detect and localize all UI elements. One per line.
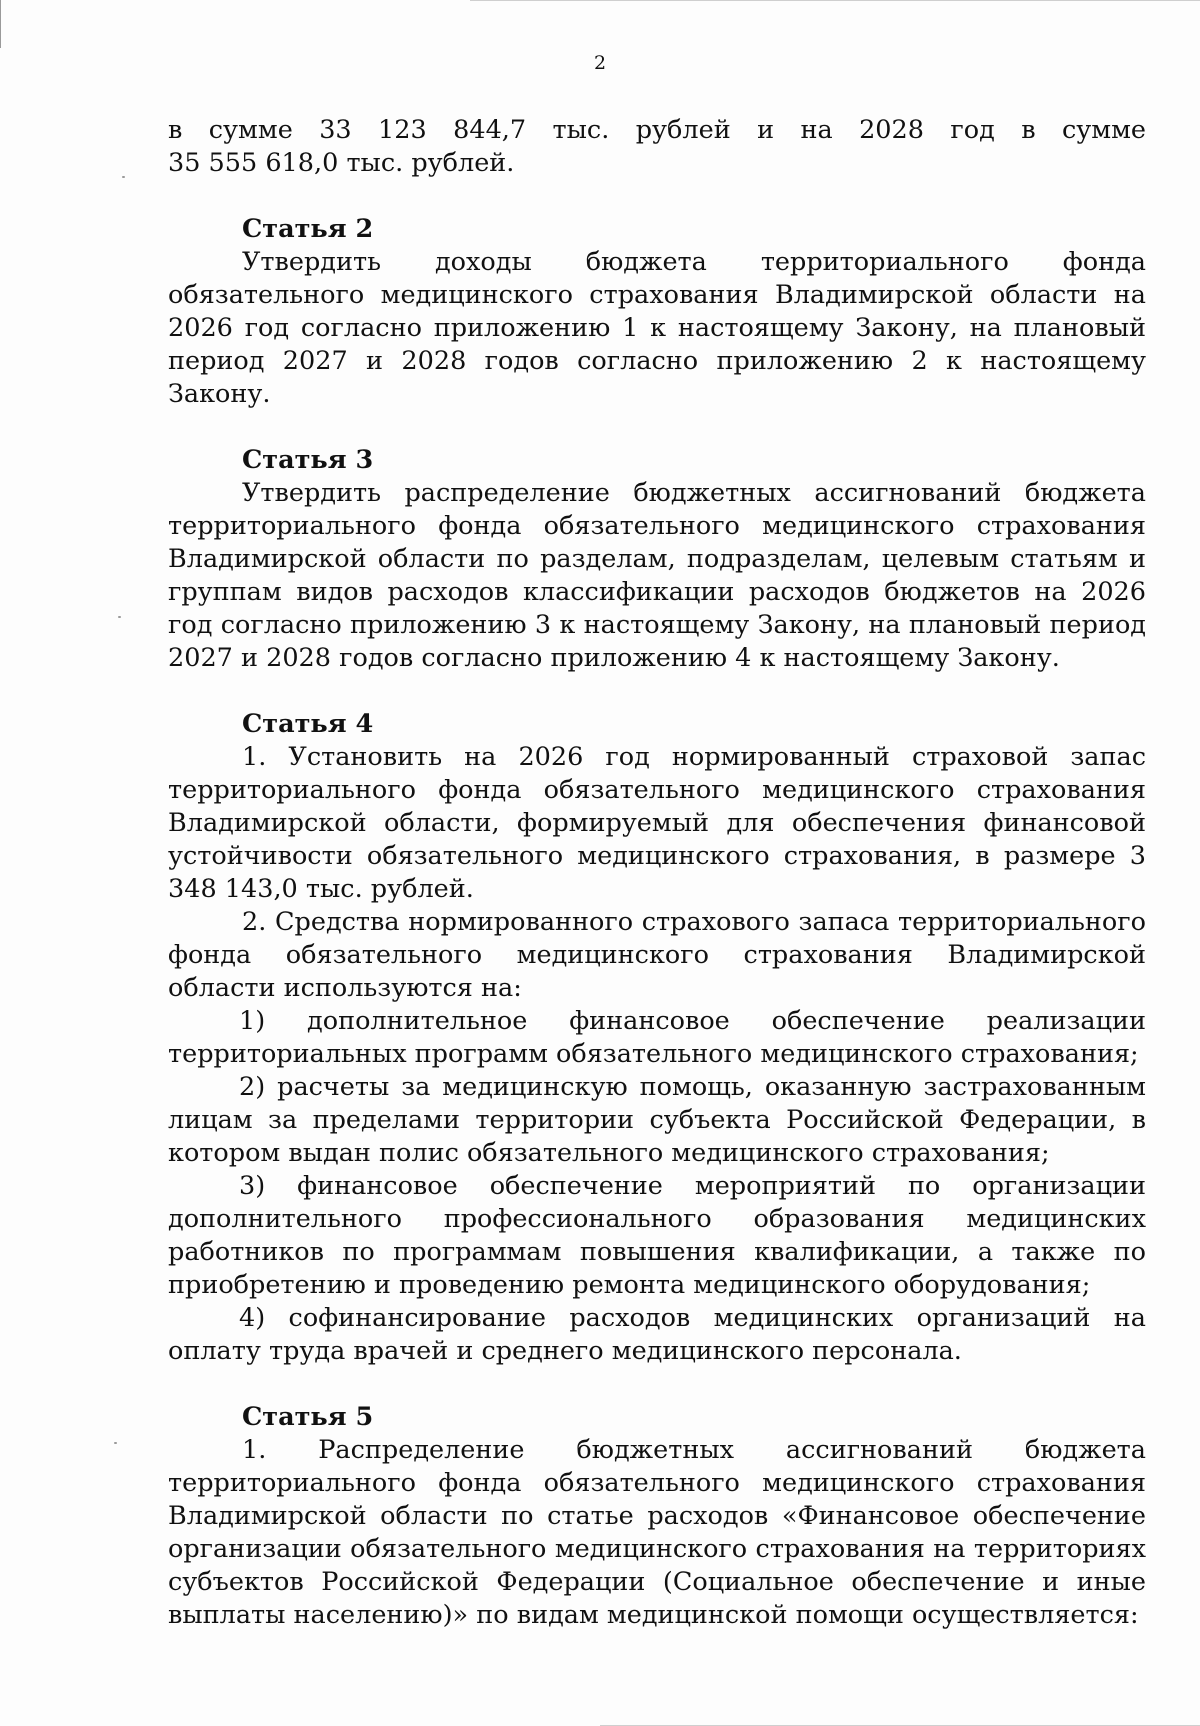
article-4-heading: Статья 4 [242,709,374,739]
article-2-heading: Статья 2 [242,214,374,244]
article-4-paragraph-2: 2. Средства нормированного страхового запаса территориального фонда обязательного медицинского страхования Владимирской области используются на: [168,907,1146,1003]
article-4-item-3: 3) финансовое обеспечение мероприятий по организации дополнительного профессионального образования медицинских работников по программам повышения квалификации, а также по приобретению и проведению ремонта медицинского оборудования; [168,1171,1146,1300]
article-3-text: Утвердить распределение бюджетных ассигнований бюджета территориального фонда обязательного медицинского страхования Владимирской области по разделам, подразделам, целевым статьям и группам видов расходов классификации расходов бюджетов на 2026 год согласно приложению 3 к настоящему Закону, на плановый период 2027 и 2028 годов согласно приложению 4 к настоящему Закону. [168,478,1146,673]
scan-speck [122,176,125,178]
scan-speck [118,616,121,618]
article-4-paragraph-1: 1. Установить на 2026 год нормированный страховой запас территориального фонда обязательного медицинского страхования Владимирской области, формируемый для обеспечения финансовой устойчивости обязательного медицинского страхования, в размере 3 348 143,0 тыс. рублей. [168,742,1146,904]
intro-line-1: в сумме 33 123 844,7 тыс. рублей и на 2028 год в сумме [168,115,1146,145]
scan-speck [114,1442,117,1444]
article-4-item-2: 2) расчеты за медицинскую помощь, оказанную застрахованным лицам за пределами территории субъекта Российской Федерации, в котором выдан полис обязательного медицинского страхования; [168,1072,1146,1168]
scan-edge-top [470,0,1200,1]
article-4-item-4: 4) софинансирование расходов медицинских организаций на оплату труда врачей и среднего медицинского персонала. [168,1303,1146,1366]
page-number: 2 [593,52,607,74]
article-4-item-1: 1) дополнительное финансовое обеспечение реализации территориальных программ обязательного медицинского страхования; [168,1006,1146,1069]
document-body [168,114,1146,1632]
article-3-heading: Статья 3 [242,445,374,475]
article-5-paragraph-1: 1. Распределение бюджетных ассигнований бюджета территориального фонда обязательного медицинского страхования Владимирской области по статье расходов «Финансовое обеспечение организации обязательного медицинского страхования на территориях субъектов Российской Федерации (Социальное обеспечение и иные выплаты населению)» по видам медицинской помощи осуществляется: [168,1435,1146,1630]
article-2-text: Утвердить доходы бюджета территориального фонда обязательного медицинского страхования Владимирской области на 2026 год согласно приложению 1 к настоящему Закону, на плановый период 2027 и 2028 годов согласно приложению 2 к настоящему Закону. [168,247,1146,409]
article-5-heading: Статья 5 [242,1402,374,1432]
intro-line-2: 35 555 618,0 тыс. рублей. [168,148,515,178]
scan-edge-left [0,0,1,48]
